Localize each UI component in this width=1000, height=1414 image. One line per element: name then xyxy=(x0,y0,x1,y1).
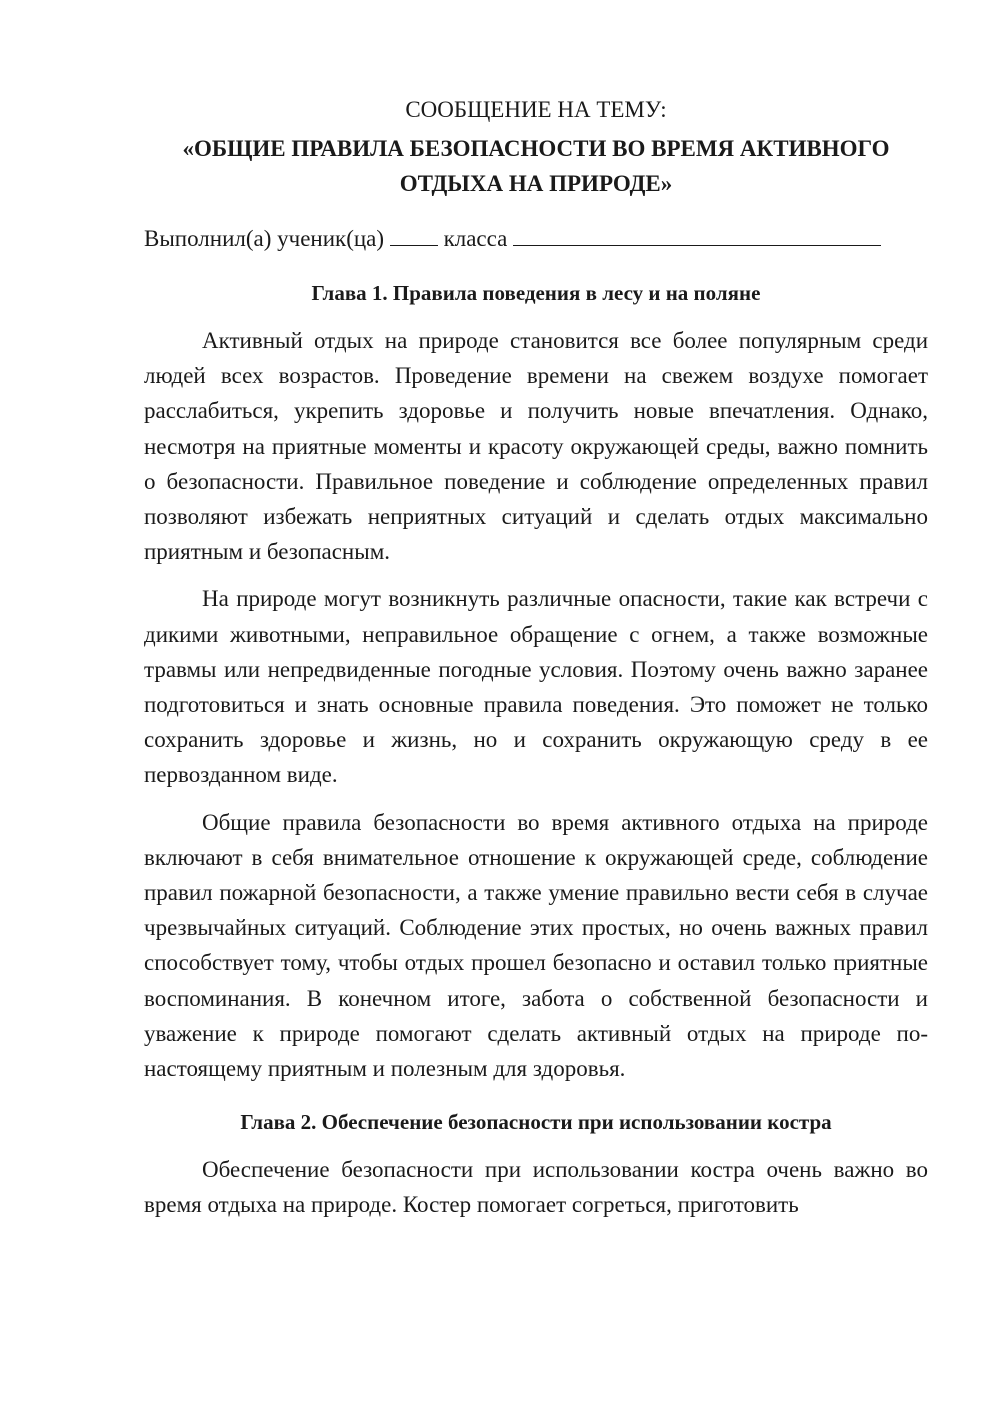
author-prefix: Выполнил(а) ученик(ца) xyxy=(144,226,385,251)
chapter-1-heading: Глава 1. Правила поведения в лесу и на поляне xyxy=(311,281,761,305)
document-title xyxy=(144,131,928,201)
chapter-1-paragraph-2: На природе могут возникнуть различные опасности, такие как встречи с дикими животными, неправильное обращение с огнем, а также возможные травмы или непредвиденные погодные условия. Поэтому очень важно заранее подготовиться и знать основные правила поведения. Это поможет не только сохранить здоровье и жизнь, но и сохранить окружающую среду в ее первозданном виде. xyxy=(144,586,928,788)
chapter-2-paragraph-1: Обеспечение безопасности при использовании костра очень важно во время отдыха на природе. Костер помогает согреться, приготовить xyxy=(144,1157,928,1218)
document-header: СООБЩЕНИЕ НА ТЕМУ: xyxy=(405,97,667,122)
author-class-label: класса xyxy=(443,226,508,251)
chapter-2-heading: Глава 2. Обеспечение безопасности при использовании костра xyxy=(240,1110,832,1135)
document-page xyxy=(144,92,928,1235)
author-name-blank xyxy=(513,223,881,246)
chapter-1-paragraph-3: Общие правила безопасности во время активного отдыха на природе включают в себя внимательное отношение к окружающей среде, соблюдение правил пожарной безопасности, а также умение правильно вести себя в случае чрезвычайных ситуаций. Соблюдение этих простых, но очень важных правил способствует тому, чтобы отдых прошел безопасно и оставил только приятные воспоминания. В конечном итоге, забота о собственной безопасности и уважение к природе помогают сделать активный отдых на природе по-настоящему приятным и полезным для здоровья. xyxy=(144,809,928,1082)
chapter-1-paragraph-1: Активный отдых на природе становится все более популярным среди людей всех возрастов. Проведение времени на свежем воздухе помогает расслабиться, укрепить здоровье и получить новые впечатления. Однако, несмотря на приятные моменты и красоту окружающей среды, важно помнить о безопасности. Правильное поведение и соблюдение определенных правил позволяют избежать неприятных ситуаций и сделать отдых максимально приятным и безопасным. xyxy=(144,328,928,565)
document-title-line-1: «ОБЩИЕ ПРАВИЛА БЕЗОПАСНОСТИ ВО ВРЕМЯ АКТИВНОГО xyxy=(182,136,890,161)
class-number-blank xyxy=(390,223,438,246)
document-title-line-2: ОТДЫХА НА ПРИРОДЕ» xyxy=(399,171,673,196)
author-line xyxy=(144,221,928,256)
